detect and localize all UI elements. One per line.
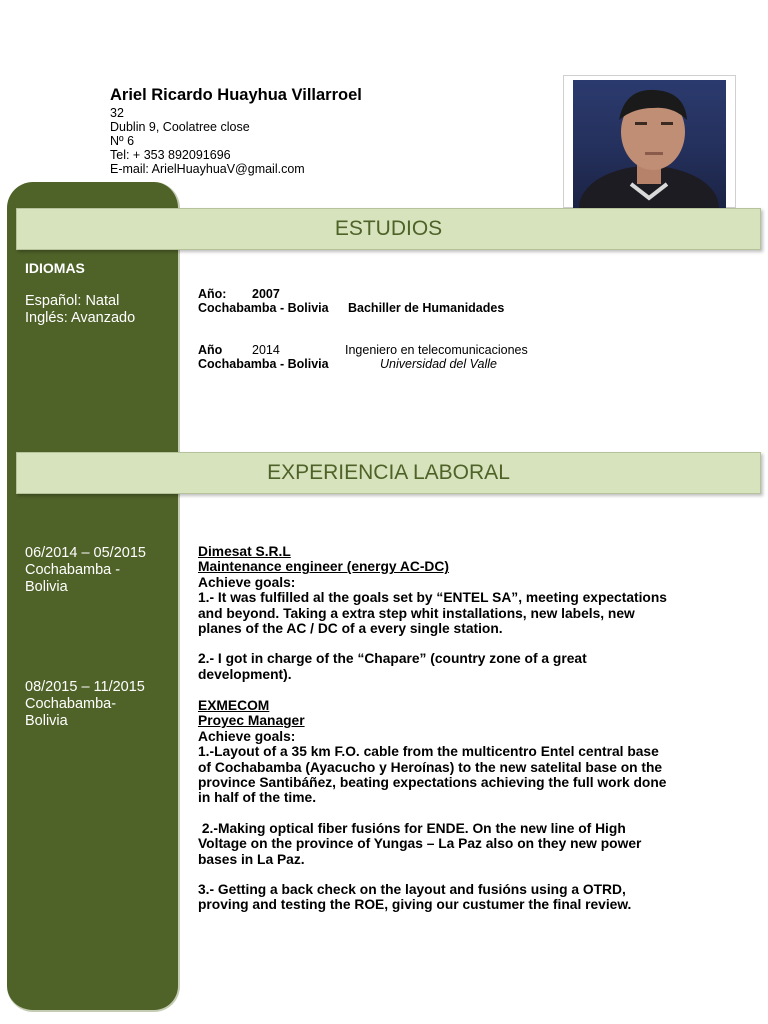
address-line-apartment: Nº 6 — [110, 134, 135, 148]
job-2-block — [198, 698, 668, 913]
phone-line: Tel: + 353 892091696 — [110, 148, 231, 162]
languages-heading: IDIOMAS — [25, 260, 85, 276]
address-line-street: Dublin 9, Coolatree close — [110, 120, 250, 134]
experience-section-title: EXPERIENCIA LABORAL — [16, 452, 761, 494]
period-2-country: Bolivia — [25, 713, 68, 729]
study-1-place: Cochabamba - Bolivia — [198, 301, 329, 315]
language-spanish: Español: Natal — [25, 293, 120, 309]
study-1-degree: Bachiller de Humanidades — [348, 301, 505, 315]
address-line-number: 32 — [110, 106, 124, 120]
job-1-goals-label: Achieve goals: — [198, 574, 296, 590]
language-english: Inglés: Avanzado — [25, 310, 136, 326]
job-2-role: Proyec Manager — [198, 713, 305, 729]
job-2-company: EXMECOM — [198, 698, 270, 713]
study-2-year: 2014 — [252, 343, 280, 357]
period-1-country: Bolivia — [25, 579, 68, 595]
job-1-block — [198, 544, 668, 682]
job-1-goal-1: 1.- It was fulfilled al the goals set by “ENTEL SA”, meeting expectations and beyond. Taking a extra step whit installations, new labels, new planes of the AC / DC of a every single station. — [198, 590, 667, 637]
study-2-year-label: Año — [198, 343, 223, 357]
study-1-year-label: Año: — [198, 287, 227, 301]
study-1-year: 2007 — [252, 287, 280, 301]
job-1-company: Dimesat S.R.L — [198, 544, 291, 559]
profile-photo — [573, 80, 726, 208]
job-2-goals-label: Achieve goals: — [198, 728, 296, 744]
period-2-dates: 08/2015 – 11/2015 — [25, 679, 145, 695]
study-2-degree: Ingeniero en telecomunicaciones — [345, 343, 528, 357]
candidate-name: Ariel Ricardo Huayhua Villarroel — [110, 86, 362, 104]
job-2-goal-3: 3.- Getting a back check on the layout and fusións using a OTRD, proving and testing the ROE, giving our custumer the final review. — [198, 882, 632, 913]
email-line: E-mail: ArielHuayhuaV@gmail.com — [110, 162, 305, 176]
job-1-role: Maintenance engineer (energy AC-DC) — [198, 559, 449, 575]
period-1-place: Cochabamba - — [25, 562, 121, 578]
job-2-goal-2: 2.-Making optical fiber fusións for ENDE. On the new line of High Voltage on the province of Yungas – La Paz also on they new power bases in La Paz. — [198, 820, 646, 867]
job-1-goal-2: 2.- I got in charge of the “Chapare” (country zone of a great development). — [198, 651, 587, 682]
study-2-institution: Universidad del Valle — [380, 357, 497, 371]
job-2-goal-1: 1.-Layout of a 35 km F.O. cable from the multicentro Entel central base of Cochabamba (Ayacucho y Heroínas) to the new satelital base on the province Santibáñez, beating expectations achieving the full work done in half of the time. — [198, 744, 667, 806]
period-2-place: Cochabamba- — [25, 696, 117, 712]
period-1-dates: 06/2014 – 05/2015 — [25, 545, 146, 561]
study-2-place: Cochabamba - Bolivia — [198, 357, 329, 371]
studies-section-title: ESTUDIOS — [16, 208, 761, 250]
